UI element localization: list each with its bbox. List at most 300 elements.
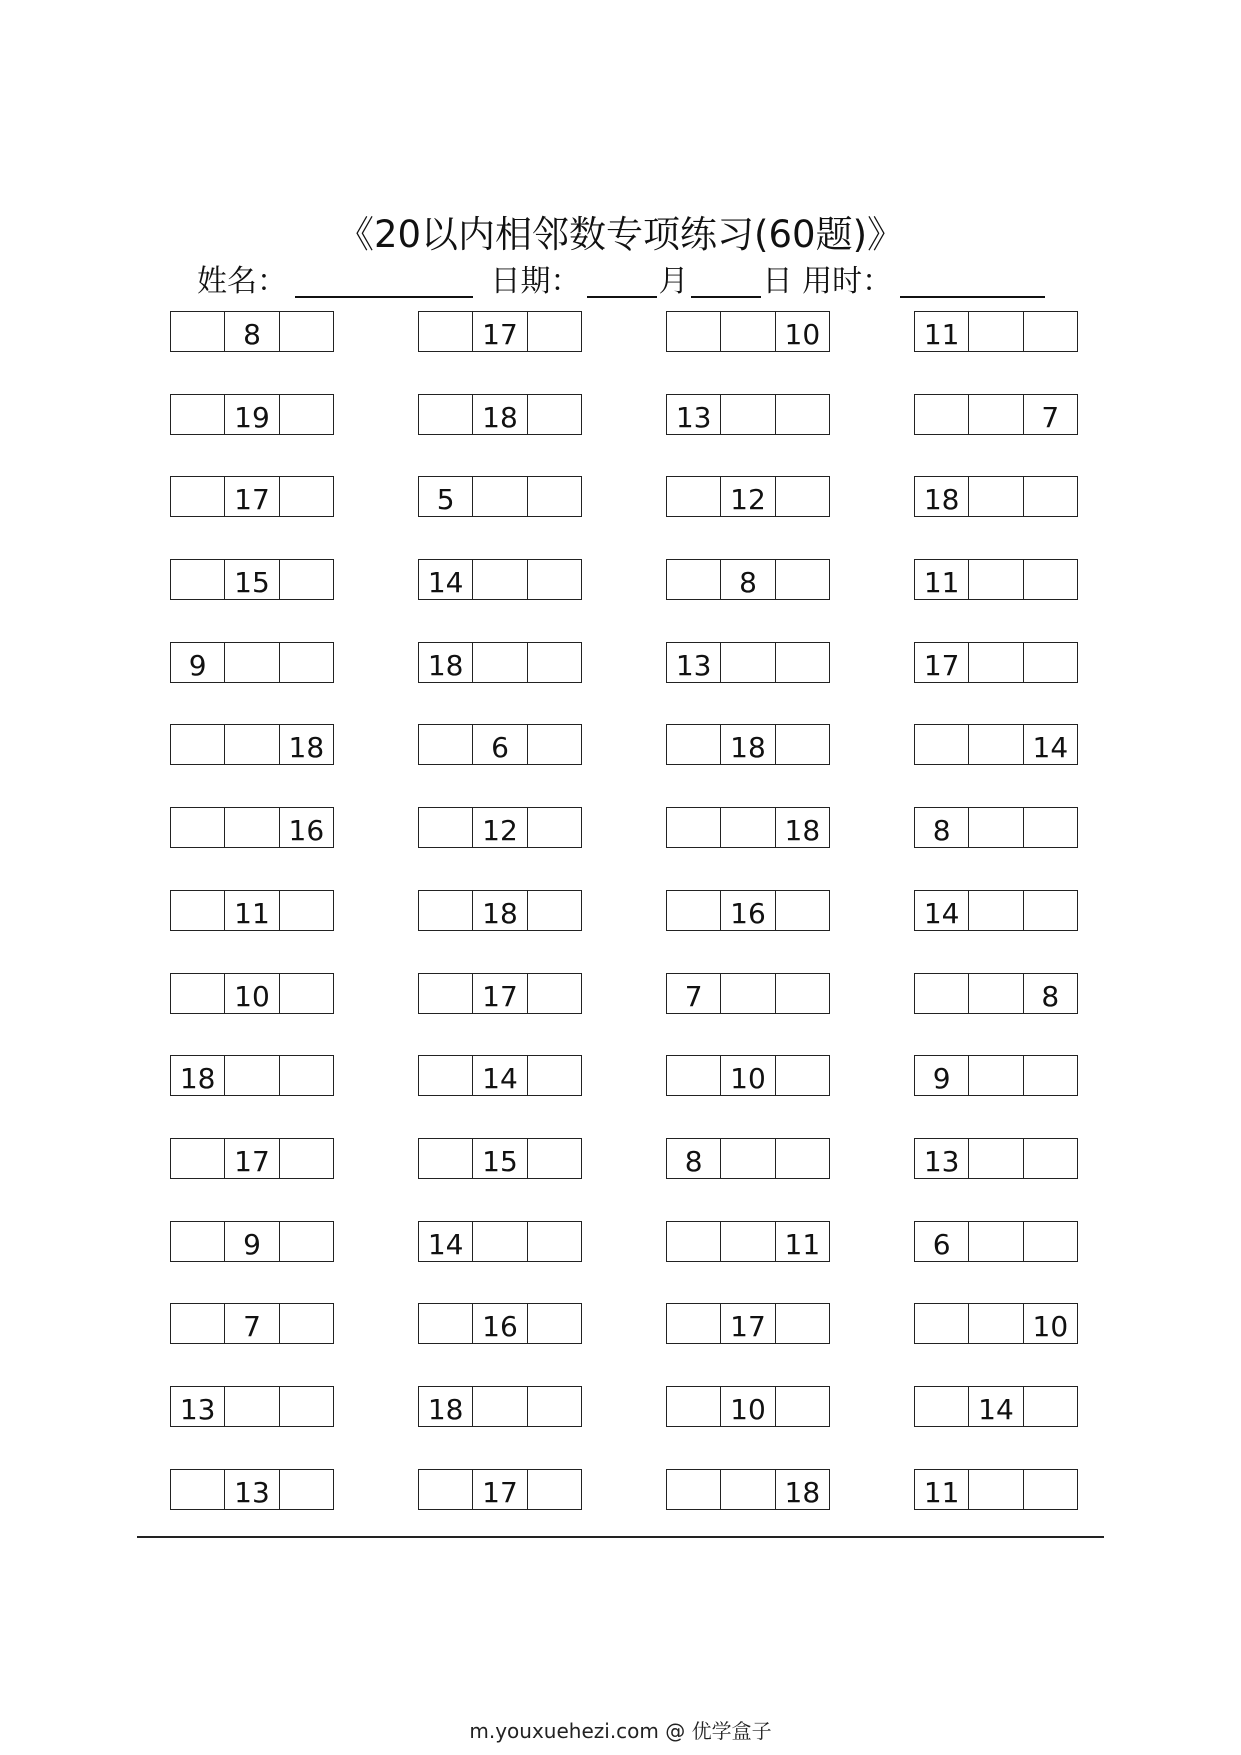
answer-cell[interactable] xyxy=(225,808,279,847)
answer-cell[interactable] xyxy=(280,974,333,1013)
answer-cell[interactable] xyxy=(915,974,969,1013)
answer-cell[interactable] xyxy=(1024,1470,1077,1509)
given-number-cell xyxy=(915,1470,969,1509)
cell-value: 18 xyxy=(784,814,821,848)
given-number-cell xyxy=(1024,725,1077,764)
cell-value: 12 xyxy=(730,483,766,517)
given-number-cell xyxy=(915,891,969,930)
answer-cell[interactable] xyxy=(1024,1387,1077,1426)
answer-cell[interactable] xyxy=(171,891,225,930)
problem-box xyxy=(666,476,830,517)
answer-cell[interactable] xyxy=(171,1139,225,1178)
answer-cell[interactable] xyxy=(1024,312,1077,351)
given-number-cell xyxy=(915,1056,969,1095)
cell-value: 18 xyxy=(784,1475,821,1509)
given-number-cell xyxy=(667,1139,721,1178)
cell-value: 7 xyxy=(684,979,703,1013)
answer-cell[interactable] xyxy=(776,643,829,682)
problem-box xyxy=(914,1221,1078,1262)
answer-cell[interactable] xyxy=(969,643,1023,682)
problem-box xyxy=(170,1303,334,1344)
answer-cell[interactable] xyxy=(280,1139,333,1178)
problem-box xyxy=(170,807,334,848)
cell-value: 18 xyxy=(730,731,766,765)
given-number-cell xyxy=(473,974,527,1013)
cell-value: 11 xyxy=(923,318,960,351)
problem-box xyxy=(666,890,830,931)
cell-value: 17 xyxy=(482,979,518,1013)
given-number-cell xyxy=(473,725,527,764)
answer-cell[interactable] xyxy=(969,312,1023,351)
problem-box xyxy=(418,559,582,600)
name-blank[interactable] xyxy=(295,266,473,298)
answer-cell[interactable] xyxy=(171,725,225,764)
problem-box xyxy=(914,807,1078,848)
problem-box xyxy=(914,1386,1078,1427)
given-number-cell xyxy=(1024,1304,1077,1343)
cell-value: 14 xyxy=(1032,731,1069,765)
cell-value: 9 xyxy=(932,1062,951,1096)
problem-box xyxy=(666,1138,830,1179)
cell-value: 10 xyxy=(730,1062,766,1096)
given-number-cell xyxy=(419,643,473,682)
given-number-cell xyxy=(225,1470,279,1509)
cell-value: 17 xyxy=(482,318,518,351)
answer-cell[interactable] xyxy=(1024,1056,1077,1095)
given-number-cell xyxy=(915,312,969,351)
problem-box xyxy=(914,1138,1078,1179)
answer-cell[interactable] xyxy=(721,1222,775,1261)
answer-cell[interactable] xyxy=(667,1387,721,1426)
problem-box xyxy=(666,1221,830,1262)
given-number-cell xyxy=(419,477,473,516)
problem-box xyxy=(170,973,334,1014)
day-label: 日 xyxy=(762,264,793,299)
given-number-cell xyxy=(915,560,969,599)
given-number-cell xyxy=(721,725,775,764)
problem-box xyxy=(170,1055,334,1096)
cell-value: 16 xyxy=(288,814,325,848)
cell-value: 7 xyxy=(243,1310,261,1344)
footer-watermark: m.youxuehezi.com @ 优学盒子 xyxy=(469,1719,772,1743)
given-number-cell xyxy=(721,477,775,516)
given-number-cell xyxy=(225,477,279,516)
answer-cell[interactable] xyxy=(280,1304,333,1343)
divider-line xyxy=(137,1536,1104,1538)
cell-value: 9 xyxy=(243,1227,261,1261)
given-number-cell xyxy=(1024,974,1077,1013)
answer-cell[interactable] xyxy=(473,477,527,516)
month-label: 月 xyxy=(658,264,689,299)
problem-box xyxy=(914,394,1078,435)
problem-box xyxy=(666,1386,830,1427)
given-number-cell xyxy=(225,312,279,351)
problem-box xyxy=(170,1138,334,1179)
answer-cell[interactable] xyxy=(171,1222,225,1261)
answer-cell[interactable] xyxy=(969,395,1023,434)
problem-box xyxy=(914,890,1078,931)
problem-box xyxy=(666,1303,830,1344)
answer-cell[interactable] xyxy=(419,725,473,764)
answer-cell[interactable] xyxy=(776,891,829,930)
given-number-cell xyxy=(473,1056,527,1095)
given-number-cell xyxy=(721,1056,775,1095)
cell-value: 17 xyxy=(234,1144,270,1178)
cell-value: 17 xyxy=(482,1475,518,1509)
answer-cell[interactable] xyxy=(473,643,527,682)
date-label: 日期： xyxy=(490,264,581,299)
given-number-cell xyxy=(225,1304,279,1343)
answer-cell[interactable] xyxy=(171,312,225,351)
given-number-cell xyxy=(667,643,721,682)
answer-cell[interactable] xyxy=(171,395,225,434)
given-number-cell xyxy=(225,560,279,599)
problem-box xyxy=(666,394,830,435)
answer-cell[interactable] xyxy=(528,560,581,599)
answer-cell[interactable] xyxy=(667,891,721,930)
answer-cell[interactable] xyxy=(721,808,775,847)
answer-cell[interactable] xyxy=(280,1222,333,1261)
given-number-cell xyxy=(776,1222,829,1261)
answer-cell[interactable] xyxy=(528,891,581,930)
problem-box xyxy=(170,559,334,600)
answer-cell[interactable] xyxy=(419,974,473,1013)
problem-box xyxy=(914,476,1078,517)
answer-cell[interactable] xyxy=(969,1222,1023,1261)
cell-value: 12 xyxy=(482,814,518,848)
cell-value: 11 xyxy=(234,896,270,930)
answer-cell[interactable] xyxy=(171,560,225,599)
given-number-cell xyxy=(473,1470,527,1509)
problem-box xyxy=(418,1386,582,1427)
answer-cell[interactable] xyxy=(419,312,473,351)
answer-cell[interactable] xyxy=(171,808,225,847)
given-number-cell xyxy=(225,1139,279,1178)
answer-cell[interactable] xyxy=(776,560,829,599)
problem-box xyxy=(666,807,830,848)
problem-box xyxy=(418,1303,582,1344)
answer-cell[interactable] xyxy=(528,312,581,351)
cell-value: 8 xyxy=(684,1144,703,1178)
problem-box xyxy=(914,724,1078,765)
answer-cell[interactable] xyxy=(528,1304,581,1343)
answer-cell[interactable] xyxy=(225,725,279,764)
answer-cell[interactable] xyxy=(969,1304,1023,1343)
problem-box xyxy=(170,311,334,352)
answer-cell[interactable] xyxy=(915,1387,969,1426)
cell-value: 18 xyxy=(179,1062,216,1096)
answer-cell[interactable] xyxy=(1024,477,1077,516)
given-number-cell xyxy=(225,974,279,1013)
answer-cell[interactable] xyxy=(776,1139,829,1178)
problem-box xyxy=(666,311,830,352)
answer-cell[interactable] xyxy=(667,1056,721,1095)
cell-value: 17 xyxy=(234,483,270,517)
answer-cell[interactable] xyxy=(776,395,829,434)
cell-value: 15 xyxy=(234,566,270,600)
answer-cell[interactable] xyxy=(473,1222,527,1261)
given-number-cell xyxy=(721,1304,775,1343)
given-number-cell xyxy=(776,312,829,351)
given-number-cell xyxy=(776,1470,829,1509)
given-number-cell xyxy=(915,808,969,847)
answer-cell[interactable] xyxy=(1024,643,1077,682)
answer-cell[interactable] xyxy=(667,1470,721,1509)
problem-box xyxy=(914,973,1078,1014)
given-number-cell xyxy=(473,1304,527,1343)
answer-cell[interactable] xyxy=(969,1056,1023,1095)
given-number-cell xyxy=(419,1387,473,1426)
answer-cell[interactable] xyxy=(1024,1222,1077,1261)
given-number-cell xyxy=(473,312,527,351)
cell-value: 7 xyxy=(1041,400,1060,434)
problem-box xyxy=(170,476,334,517)
problem-box xyxy=(666,1055,830,1096)
problem-box xyxy=(914,1055,1078,1096)
cell-value: 10 xyxy=(784,318,821,351)
answer-cell[interactable] xyxy=(528,1139,581,1178)
cell-value: 14 xyxy=(427,1227,464,1261)
cell-value: 18 xyxy=(482,400,518,434)
problem-box xyxy=(914,1469,1078,1510)
cell-value: 10 xyxy=(1032,1310,1069,1344)
cell-value: 18 xyxy=(427,648,464,682)
cell-value: 13 xyxy=(675,400,712,434)
answer-cell[interactable] xyxy=(280,477,333,516)
answer-cell[interactable] xyxy=(721,1139,775,1178)
given-number-cell xyxy=(171,1056,225,1095)
answer-cell[interactable] xyxy=(280,643,333,682)
answer-cell[interactable] xyxy=(419,1470,473,1509)
answer-cell[interactable] xyxy=(667,560,721,599)
answer-cell[interactable] xyxy=(969,725,1023,764)
cell-value: 11 xyxy=(923,1475,960,1509)
answer-cell[interactable] xyxy=(528,974,581,1013)
cell-value: 18 xyxy=(427,1392,464,1426)
answer-cell[interactable] xyxy=(225,643,279,682)
answer-cell[interactable] xyxy=(528,808,581,847)
answer-cell[interactable] xyxy=(721,1470,775,1509)
cell-value: 11 xyxy=(923,566,960,600)
problem-box xyxy=(666,973,830,1014)
problem-box xyxy=(666,1469,830,1510)
answer-cell[interactable] xyxy=(280,1387,333,1426)
answer-cell[interactable] xyxy=(280,312,333,351)
given-number-cell xyxy=(473,395,527,434)
given-number-cell xyxy=(473,1139,527,1178)
answer-cell[interactable] xyxy=(528,1222,581,1261)
given-number-cell xyxy=(915,1222,969,1261)
answer-cell[interactable] xyxy=(419,891,473,930)
given-number-cell xyxy=(473,808,527,847)
cell-value: 13 xyxy=(675,648,712,682)
answer-cell[interactable] xyxy=(280,891,333,930)
cell-value: 18 xyxy=(288,731,325,765)
answer-cell[interactable] xyxy=(1024,1139,1077,1178)
given-number-cell xyxy=(225,1222,279,1261)
answer-cell[interactable] xyxy=(667,312,721,351)
answer-cell[interactable] xyxy=(969,1470,1023,1509)
cell-value: 13 xyxy=(234,1475,270,1509)
answer-cell[interactable] xyxy=(419,1056,473,1095)
answer-cell[interactable] xyxy=(419,1139,473,1178)
student-info-line xyxy=(197,262,1053,302)
answer-cell[interactable] xyxy=(776,1387,829,1426)
given-number-cell xyxy=(419,1222,473,1261)
name-label: 姓名： xyxy=(197,264,287,299)
problem-box xyxy=(914,1303,1078,1344)
problem-box xyxy=(914,559,1078,600)
answer-cell[interactable] xyxy=(969,560,1023,599)
answer-cell[interactable] xyxy=(280,395,333,434)
problem-box xyxy=(170,1469,334,1510)
answer-cell[interactable] xyxy=(1024,808,1077,847)
worksheet-title: 《20以内相邻数专项练习(60题)》 xyxy=(336,213,905,256)
answer-cell[interactable] xyxy=(280,560,333,599)
answer-cell[interactable] xyxy=(776,725,829,764)
time-blank[interactable] xyxy=(900,266,1045,298)
answer-cell[interactable] xyxy=(528,395,581,434)
answer-cell[interactable] xyxy=(776,974,829,1013)
problem-box xyxy=(418,394,582,435)
cell-value: 8 xyxy=(243,318,261,351)
problem-box xyxy=(418,311,582,352)
answer-cell[interactable] xyxy=(225,1056,279,1095)
answer-cell[interactable] xyxy=(419,1304,473,1343)
answer-cell[interactable] xyxy=(969,808,1023,847)
answer-cell[interactable] xyxy=(419,808,473,847)
answer-cell[interactable] xyxy=(1024,560,1077,599)
answer-cell[interactable] xyxy=(969,891,1023,930)
problem-grid xyxy=(170,311,1080,1510)
answer-cell[interactable] xyxy=(419,395,473,434)
problem-box xyxy=(418,476,582,517)
problem-box xyxy=(914,642,1078,683)
given-number-cell xyxy=(171,643,225,682)
answer-cell[interactable] xyxy=(528,643,581,682)
answer-cell[interactable] xyxy=(915,1304,969,1343)
answer-cell[interactable] xyxy=(171,477,225,516)
answer-cell[interactable] xyxy=(667,1304,721,1343)
cell-value: 17 xyxy=(730,1310,766,1344)
time-label: 用时： xyxy=(802,264,893,299)
cell-value: 19 xyxy=(234,400,270,434)
answer-cell[interactable] xyxy=(667,477,721,516)
day-blank[interactable] xyxy=(691,266,761,298)
problem-box xyxy=(418,890,582,931)
answer-cell[interactable] xyxy=(776,1304,829,1343)
answer-cell[interactable] xyxy=(721,974,775,1013)
cell-value: 13 xyxy=(179,1392,216,1426)
cell-value: 10 xyxy=(730,1392,766,1426)
cell-value: 10 xyxy=(234,979,270,1013)
given-number-cell xyxy=(915,643,969,682)
problem-box xyxy=(170,724,334,765)
cell-value: 8 xyxy=(932,814,951,848)
cell-value: 8 xyxy=(739,566,757,600)
answer-cell[interactable] xyxy=(171,974,225,1013)
cell-value: 6 xyxy=(932,1227,951,1261)
problem-box xyxy=(170,394,334,435)
answer-cell[interactable] xyxy=(473,1387,527,1426)
cell-value: 8 xyxy=(1041,979,1060,1013)
given-number-cell xyxy=(776,808,829,847)
answer-cell[interactable] xyxy=(969,1139,1023,1178)
answer-cell[interactable] xyxy=(528,725,581,764)
answer-cell[interactable] xyxy=(171,1304,225,1343)
answer-cell[interactable] xyxy=(667,1222,721,1261)
answer-cell[interactable] xyxy=(915,395,969,434)
problem-box xyxy=(170,642,334,683)
given-number-cell xyxy=(915,477,969,516)
answer-cell[interactable] xyxy=(915,725,969,764)
cell-value: 9 xyxy=(188,648,207,682)
answer-cell[interactable] xyxy=(776,477,829,516)
answer-cell[interactable] xyxy=(721,643,775,682)
cell-value: 15 xyxy=(482,1144,518,1178)
answer-cell[interactable] xyxy=(528,1056,581,1095)
problem-box xyxy=(170,890,334,931)
given-number-cell xyxy=(667,395,721,434)
answer-cell[interactable] xyxy=(1024,891,1077,930)
cell-value: 18 xyxy=(923,483,960,517)
given-number-cell xyxy=(721,1387,775,1426)
problem-box xyxy=(418,1221,582,1262)
answer-cell[interactable] xyxy=(225,1387,279,1426)
problem-box xyxy=(418,642,582,683)
problem-box xyxy=(666,642,830,683)
answer-cell[interactable] xyxy=(473,560,527,599)
answer-cell[interactable] xyxy=(280,1470,333,1509)
answer-cell[interactable] xyxy=(721,312,775,351)
cell-value: 14 xyxy=(923,896,960,930)
problem-box xyxy=(170,1386,334,1427)
cell-value: 16 xyxy=(482,1310,518,1344)
answer-cell[interactable] xyxy=(528,1470,581,1509)
cell-value: 13 xyxy=(923,1144,960,1178)
cell-value: 16 xyxy=(730,896,766,930)
month-blank[interactable] xyxy=(587,266,657,298)
answer-cell[interactable] xyxy=(280,1056,333,1095)
given-number-cell xyxy=(419,560,473,599)
answer-cell[interactable] xyxy=(171,1470,225,1509)
problem-box xyxy=(418,807,582,848)
given-number-cell xyxy=(969,1387,1023,1426)
given-number-cell xyxy=(721,891,775,930)
cell-value: 6 xyxy=(491,731,509,765)
answer-cell[interactable] xyxy=(969,477,1023,516)
cell-value: 17 xyxy=(923,648,960,682)
given-number-cell xyxy=(280,725,333,764)
problem-box xyxy=(170,1221,334,1262)
cell-value: 11 xyxy=(784,1227,821,1261)
answer-cell[interactable] xyxy=(721,395,775,434)
given-number-cell xyxy=(171,1387,225,1426)
answer-cell[interactable] xyxy=(528,477,581,516)
cell-value: 14 xyxy=(427,566,464,600)
answer-cell[interactable] xyxy=(667,808,721,847)
problem-box xyxy=(418,973,582,1014)
answer-cell[interactable] xyxy=(528,1387,581,1426)
answer-cell[interactable] xyxy=(667,725,721,764)
problem-box xyxy=(666,724,830,765)
given-number-cell xyxy=(1024,395,1077,434)
given-number-cell xyxy=(667,974,721,1013)
answer-cell[interactable] xyxy=(969,974,1023,1013)
problem-box xyxy=(418,1469,582,1510)
answer-cell[interactable] xyxy=(776,1056,829,1095)
problem-box xyxy=(666,559,830,600)
